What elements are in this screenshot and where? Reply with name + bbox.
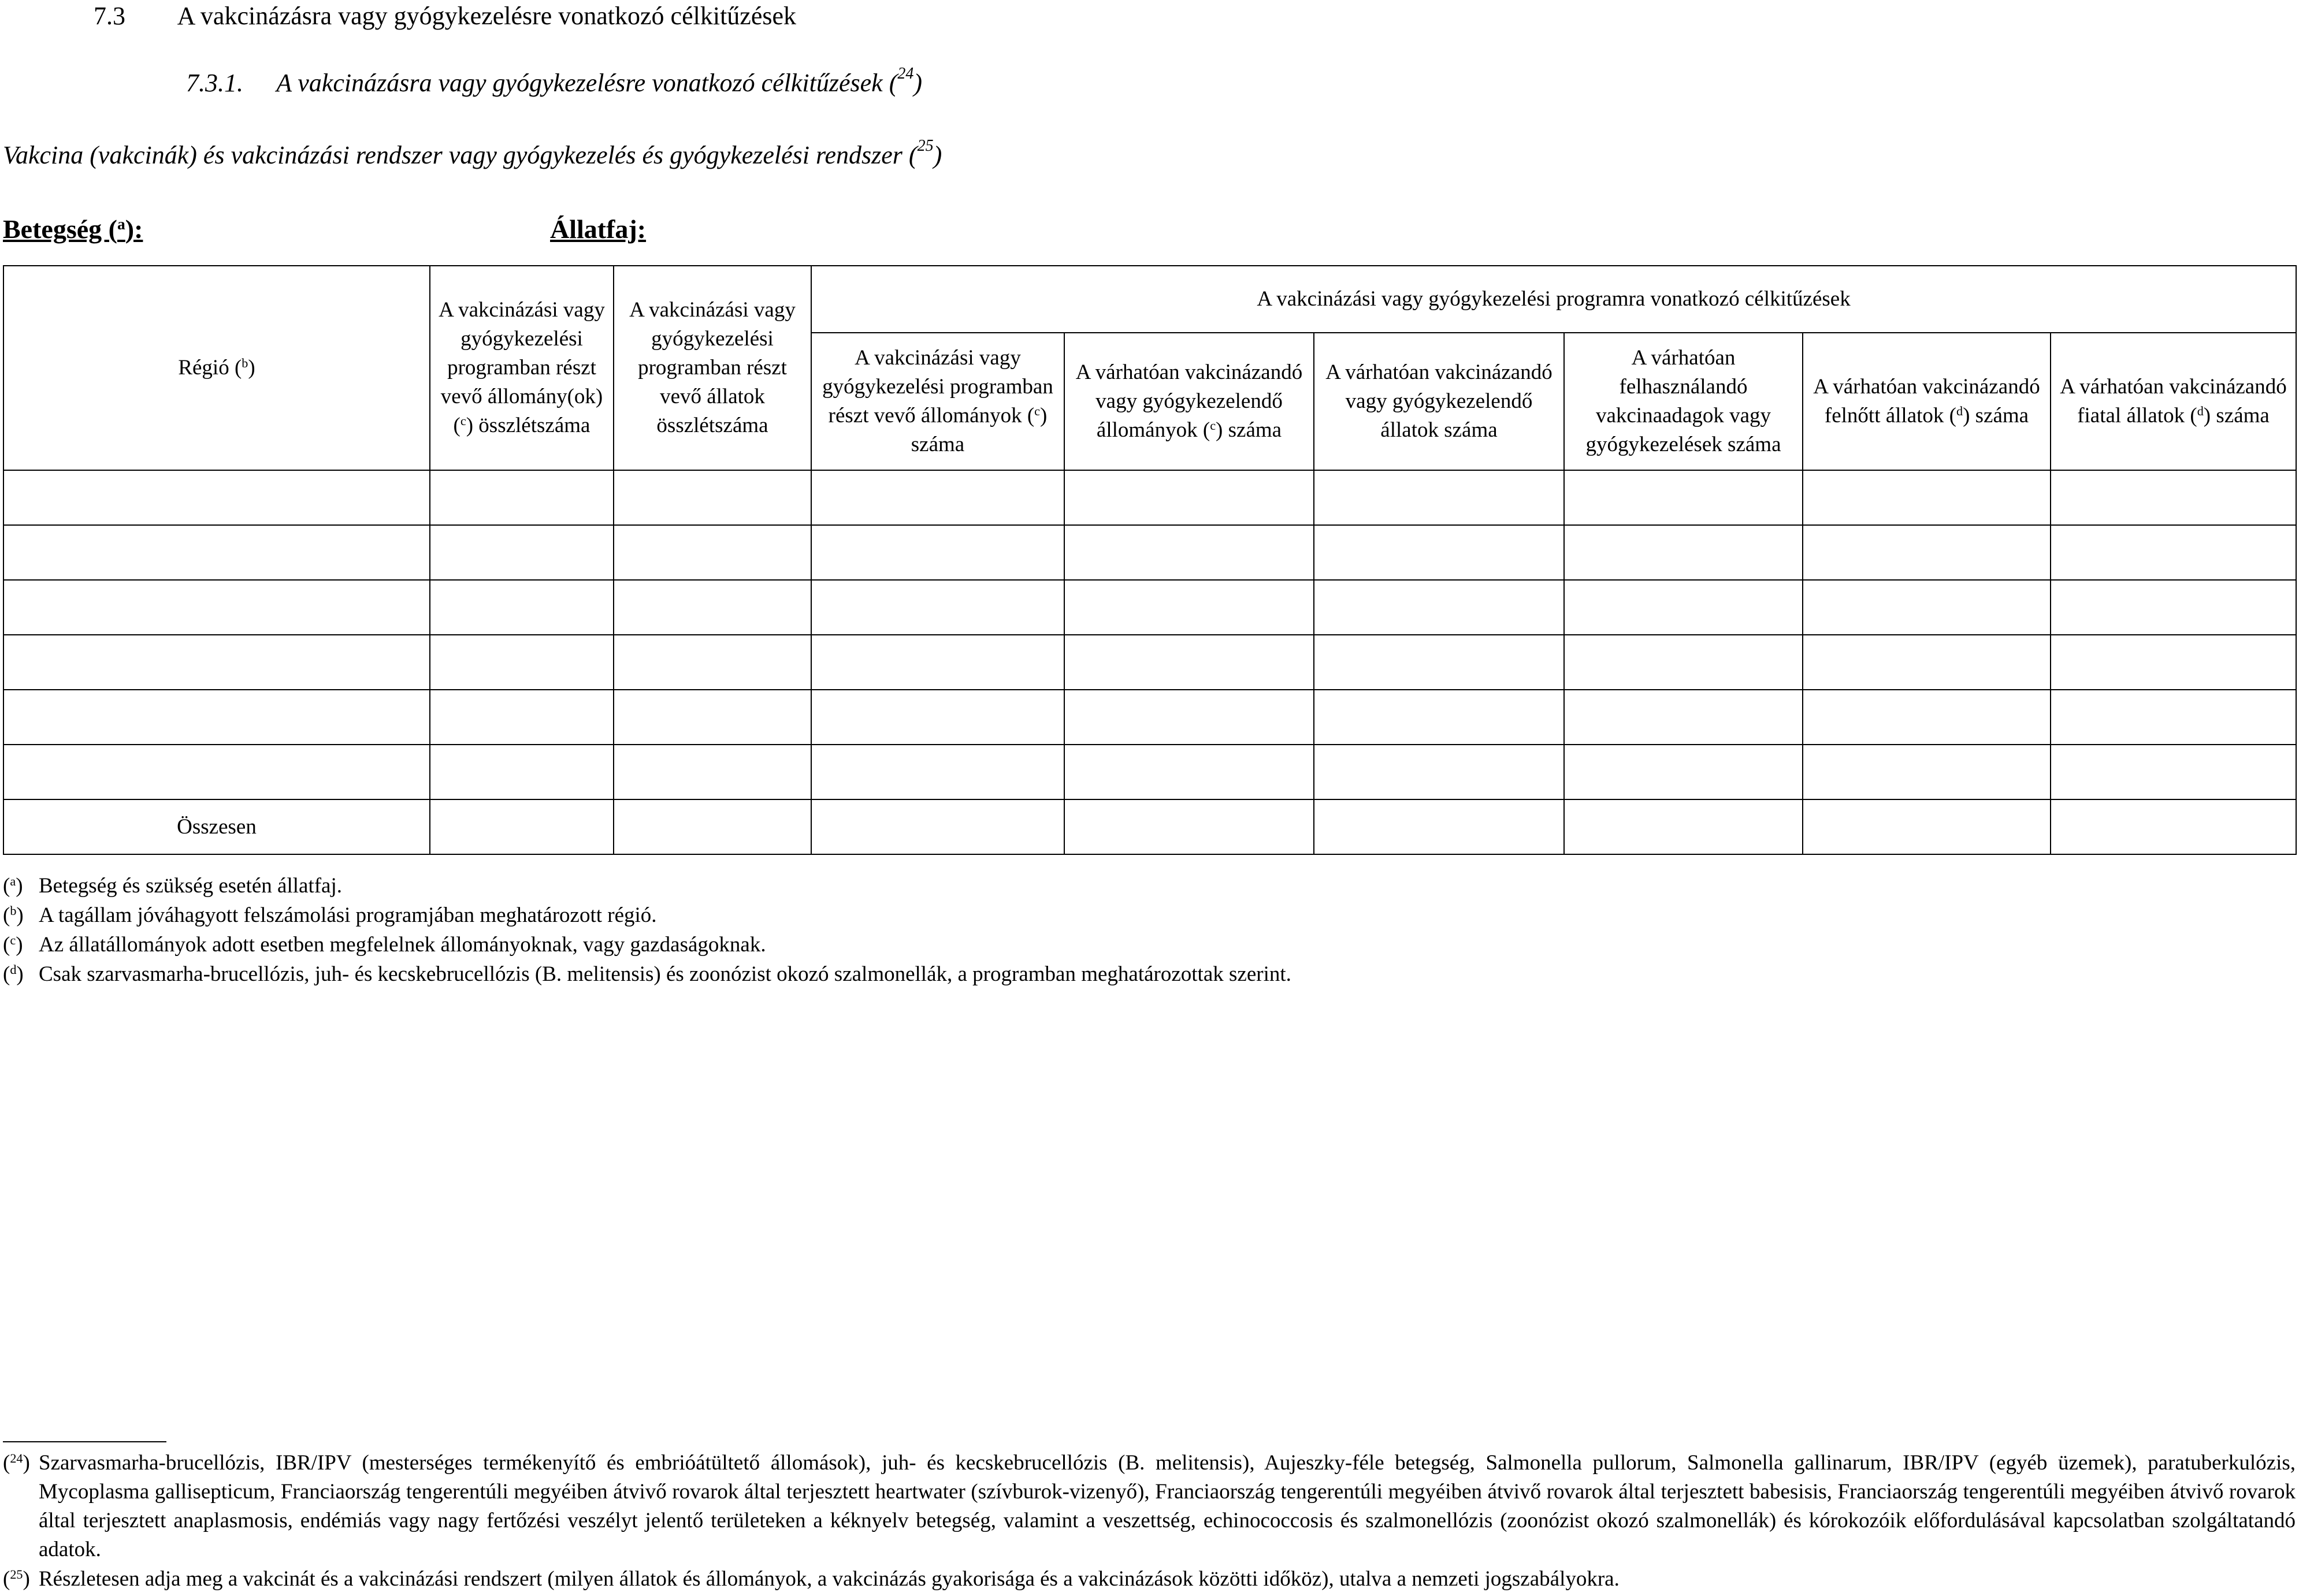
doses-header: A várhatóan felhasználandó vakcinaadagok vagy gyógykezelések száma: [1564, 333, 1803, 470]
holdings-in-programme-header: A vakcinázási vagy gyógykezelési programban részt vevő állományok ($^c$) száma: [811, 333, 1064, 470]
note-d: ($^d$) Csak szarvasmarha-brucellózis, juh- és kecskebrucellózis (B. melitensis) és zoonózist okozó szalmonellák, a programban meghatározottak szerint.: [3, 962, 1291, 986]
young-animals-header: A várhatóan vakcinázandó fiatal állatok ($^d$) száma: [2051, 333, 2296, 470]
table-row: [3, 580, 2296, 635]
table-row: [3, 525, 2296, 580]
footnote-ref-24: 24: [897, 65, 914, 83]
footnote-24: ($^{24}$) Szarvasmarha-brucellózis, IBR/IPV (mesterséges termékenyítő és embrióátültető állomások), juh- és kecskebrucellózis (B. melitensis), Aujeszky-féle betegség, Salmonella pullorum, Salmonella gallinarum, IBR/IPV (egyéb üzemek), paratuberkulózis, Mycoplasma gallisepticum, Franciaország tengerentúli megyéiben átvivő rovarok által terjesztett heartwater (szívburok-vizenyő), Franciaország tengerentúli megyéiben átvivő rovarok által terjesztett babesisis, Franciaország tengerentúli megyéiben átvivő rovarok által terjesztett anaplasmosis, endémiás vagy nagy fertőzési veszélyt jelentő területeken a kéknyelv betegség, valamint a veszettség, echinococcosis és szalmonellózis (zoonózist okozó szalmonellák) és kórokozóik előfordulásával kapcsolatban szolgáltatandó adatok.: [3, 1450, 2296, 1561]
section-heading: [94, 0, 796, 32]
disease-label: Betegség ($^a$):: [3, 214, 143, 244]
table-row: [3, 690, 2296, 745]
vaccine-regime-line: Vakcina (vakcinák) és vakcinázási rendszer vagy gyógykezelés és gyógykezelési rendszer ($^{25}$): [3, 137, 942, 169]
footnote-separator: [3, 1441, 166, 1442]
region-header: Régió ($^b$): [3, 266, 430, 470]
section-number: 7.3: [94, 2, 125, 30]
table-row: [3, 745, 2296, 799]
footnote-25: ($^{25}$) Részletesen adja meg a vakcinát és a vakcinázási rendszert (milyen állatok és állományok, a vakcinázás gyakorisága és a vakcinázások közötti időköz), utalva a nemzeti jogszabályokra.: [3, 1567, 1620, 1591]
footnote-ref-25: 25: [917, 137, 934, 155]
note-c: ($^c$) Az állatállományok adott esetben megfelelnek állományoknak, vagy gazdaságoknak.: [3, 932, 766, 957]
subsection-title: A vakcinázásra vagy gyógykezelésre vonatkozó célkitűzések (: [276, 69, 898, 97]
section-title: A vakcinázásra vagy gyógykezelésre vonatkozó célkitűzések: [177, 2, 797, 30]
vaccination-targets-table: [3, 265, 2297, 855]
note-b: ($^b$) A tagállam jóváhagyott felszámolási programjában meghatározott régió.: [3, 903, 657, 927]
expected-holdings-header: A várhatóan vakcinázandó vagy gyógykezelendő állományok ($^c$) száma: [1064, 333, 1314, 470]
subsection-heading: 7.3.1. A vakcinázásra vagy gyógykezelésre vonatkozó célkitűzések ($^{24}$): [186, 65, 923, 97]
targets-group-header: A vakcinázási vagy gyógykezelési programra vonatkozó célkitűzések: [811, 266, 2296, 333]
subsection-number: 7.3.1.: [186, 69, 243, 97]
table-row: [3, 470, 2296, 525]
adult-animals-header: A várhatóan vakcinázandó felnőtt állatok ($^d$) száma: [1803, 333, 2051, 470]
species-label: Állatfaj:: [550, 214, 647, 244]
table-notes: [3, 871, 1291, 989]
expected-animals-header: A várhatóan vakcinázandó vagy gyógykezelendő állatok száma: [1314, 333, 1564, 470]
table-row: [3, 635, 2296, 690]
total-row: [3, 799, 2296, 854]
note-a: ($^a$) Betegség és szükség esetén állatfaj.: [3, 873, 342, 898]
total-label: Összesen: [3, 799, 430, 854]
animals-total-header: A vakcinázási vagy gyógykezelési programban részt vevő állatok összlétszáma: [614, 266, 811, 470]
holdings-total-header: A vakcinázási vagy gyógykezelési programban részt vevő állomány(ok) ($^c$) összlétszáma: [430, 266, 614, 470]
